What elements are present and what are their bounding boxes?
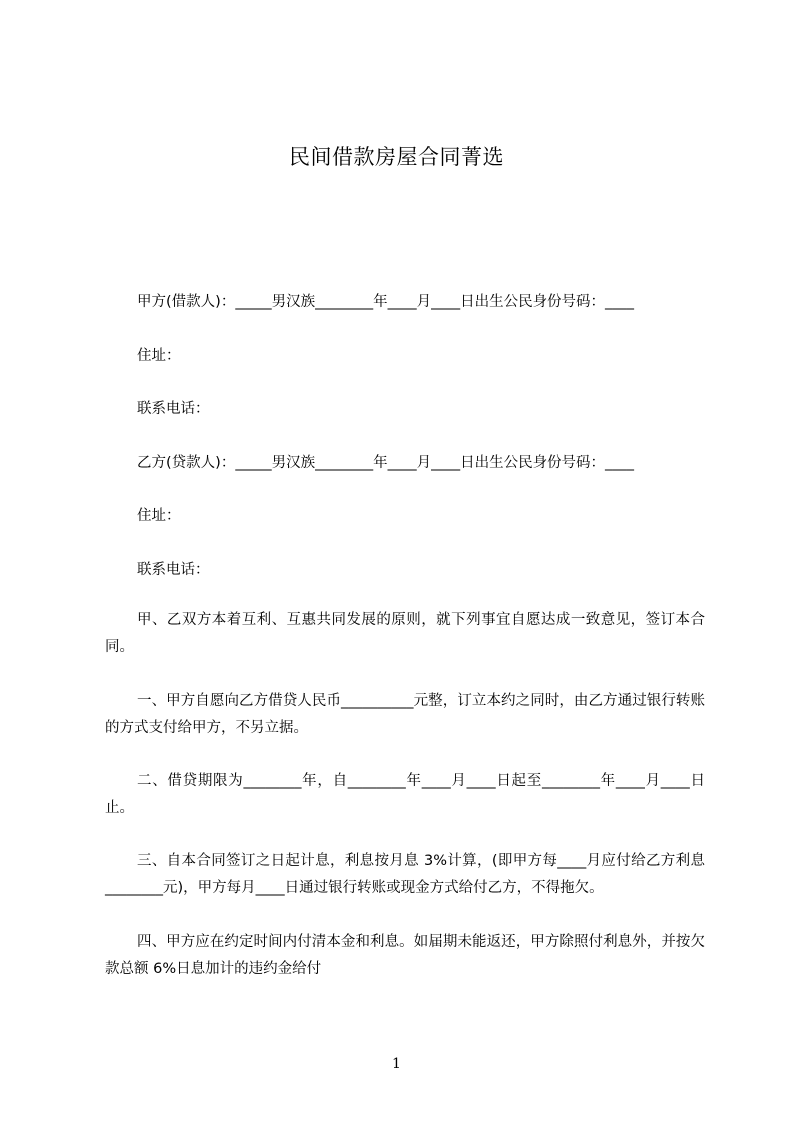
party-b-address: 住址： (137, 508, 181, 524)
clause-2-paragraph: 二、借贷期限为________年，自________年____月____日起至________年____月____日止。 (105, 773, 705, 816)
page-number: 1 (392, 1056, 401, 1072)
party-a-intro: 甲方(借款人)：_____男汉族________年____月____日出生公民身份号码：____ (137, 294, 635, 310)
clause-3-paragraph: 三、自本合同签订之日起计息，利息按月息 3%计算，(即甲方每____月应付给乙方利息________元)，甲方每月____日通过银行转账或现金方式给付乙方，不得拖欠。 (105, 853, 705, 896)
party-a-phone: 联系电话： (137, 401, 210, 417)
clause-4-paragraph: 四、甲方应在约定时间内付清本金和利息。如届期未能返还，甲方除照付利息外，并按欠款总额 6%日息加计的违约金给付 (105, 934, 705, 977)
party-b-intro: 乙方(贷款人)：_____男汉族________年____月____日出生公民身份号码：____ (137, 455, 635, 471)
party-b-phone: 联系电话： (137, 562, 210, 578)
document-title: 民间借款房屋合同菁选 (289, 145, 504, 169)
preamble-paragraph: 甲、乙双方本着互利、互惠共同发展的原则，就下列事宜自愿达成一致意见，签订本合同。 (105, 612, 705, 655)
clause-1-paragraph: 一、甲方自愿向乙方借贷人民币__________元整，订立本约之同时，由乙方通过银行转账的方式支付给甲方，不另立据。 (105, 693, 705, 736)
party-a-address: 住址： (137, 348, 181, 364)
